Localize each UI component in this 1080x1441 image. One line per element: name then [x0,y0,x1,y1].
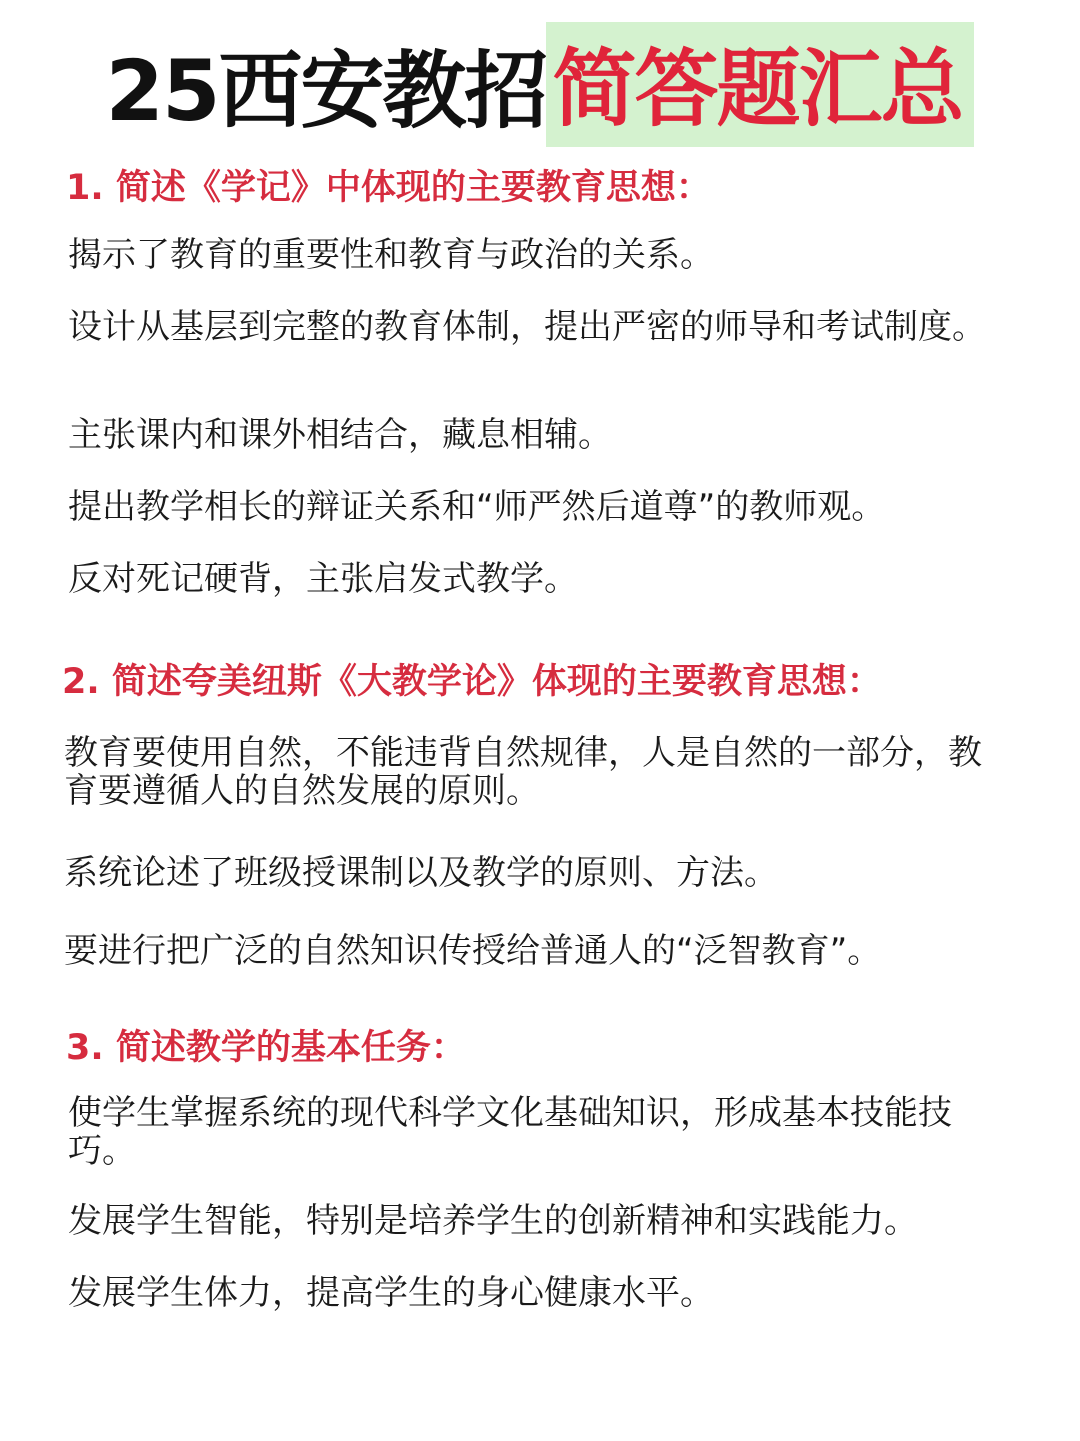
page-title-main: 25西安教招 [105,42,547,140]
section-1-paragraph-5: 反对死记硬背，主张启发式教学。 [68,559,578,599]
section-1-paragraph-3: 主张课内和课外相结合，藏息相辅。 [68,415,612,455]
section-1-paragraph-2: 设计从基层到完整的教育体制，提出严密的师导和考试制度。 [68,307,986,347]
section-3-paragraph-2: 发展学生智能，特别是培养学生的创新精神和实践能力。 [68,1201,918,1241]
page-title [0,22,1080,147]
section-1-heading: 1. 简述《学记》中体现的主要教育思想： [66,168,711,208]
section-2-heading: 2. 简述夸美纽斯《大教学论》体现的主要教育思想： [62,662,882,702]
section-2-paragraph-3: 要进行把广泛的自然知识传授给普通人的“泛智教育”。 [64,931,882,971]
section-3-paragraph-3: 发展学生体力，提高学生的身心健康水平。 [68,1273,714,1313]
section-3-paragraph-1: 使学生掌握系统的现代科学文化基础知识，形成基本技能技巧。 [68,1093,952,1171]
section-1-paragraph-4: 提出教学相长的辩证关系和“师严然后道尊”的教师观。 [68,487,886,527]
page-title-highlight: 简答题汇总 [546,22,974,147]
section-1-paragraph-1: 揭示了教育的重要性和教育与政治的关系。 [68,235,714,275]
section-3-heading: 3. 简述教学的基本任务： [66,1028,466,1068]
section-2-paragraph-1: 教育要使用自然，不能违背自然规律，人是自然的一部分，教育要遵循人的自然发展的原则。 [64,733,982,811]
section-2-paragraph-2: 系统论述了班级授课制以及教学的原则、方法。 [64,853,778,893]
